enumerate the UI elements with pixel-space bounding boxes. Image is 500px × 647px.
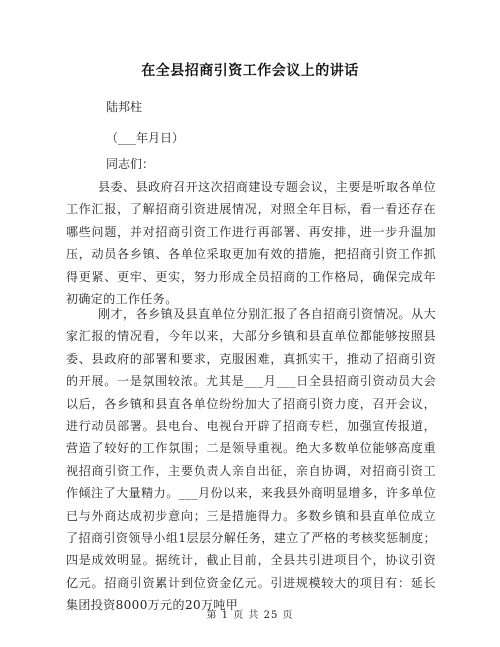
author-name: 陆邦柱 xyxy=(106,100,143,114)
speech-date: （___年月日） xyxy=(106,131,185,145)
body-paragraph-2: 刚才，各乡镇及县直单位分别汇报了各自招商引资情况。从大家汇报的情况看，今年以来，大部分乡镇和县直单位都能够按照县委、县政府的部署和要求，克服困难，真抓实干，推动了招商引资的开展。一是氛围较浓。尤其是___月___日全县招商引资动员大会以后，各乡镇和县直各单位纷纷加大了招商引资力度，召开会议，进行动员部署。县电台、电视台开辟了招商专栏，加强宣传报道，营造了较好的工作氛围；二是领导重视。绝大多数单位能够高度重视招商引资工作，主要负责人亲自出征，亲自协调，对招商引资工作倾注了大量精力。___月份以来，来我县外商明显增多，许多单位已与外商达成初步意向；三是措施得力。多数乡镇和县直单位成立了招商引资领导小组1层层分解任务，建立了严格的考核奖惩制度；四是成效明显。据统计，截止目前，全县共引进项目个，协议引资亿元。招商引资累计到位资金亿元。引进规模较大的项目有：延长集团投资8000万元的20万吨甲 xyxy=(66,307,436,613)
document-title: 在全县招商引资工作会议上的讲话 xyxy=(141,63,359,79)
salutation: 同志们： xyxy=(106,157,155,171)
page-footer: 第 1 页 共 25 页 xyxy=(206,610,294,621)
body-paragraph-1: 县委、县政府召开这次招商建设专题会议，主要是听取各单位工作汇报，了解招商引资进展情况，对照全年目标，看一看还存在哪些问题，并对招商引资工作进行再部署、再安排，进一步升温加压，动员各乡镇、各单位采取更加有效的措施，把招商引资工作抓得更紧、更牢、更实，努力形成全员招商的工作格局，确保完成年初确定的工作任务。 xyxy=(66,180,436,307)
